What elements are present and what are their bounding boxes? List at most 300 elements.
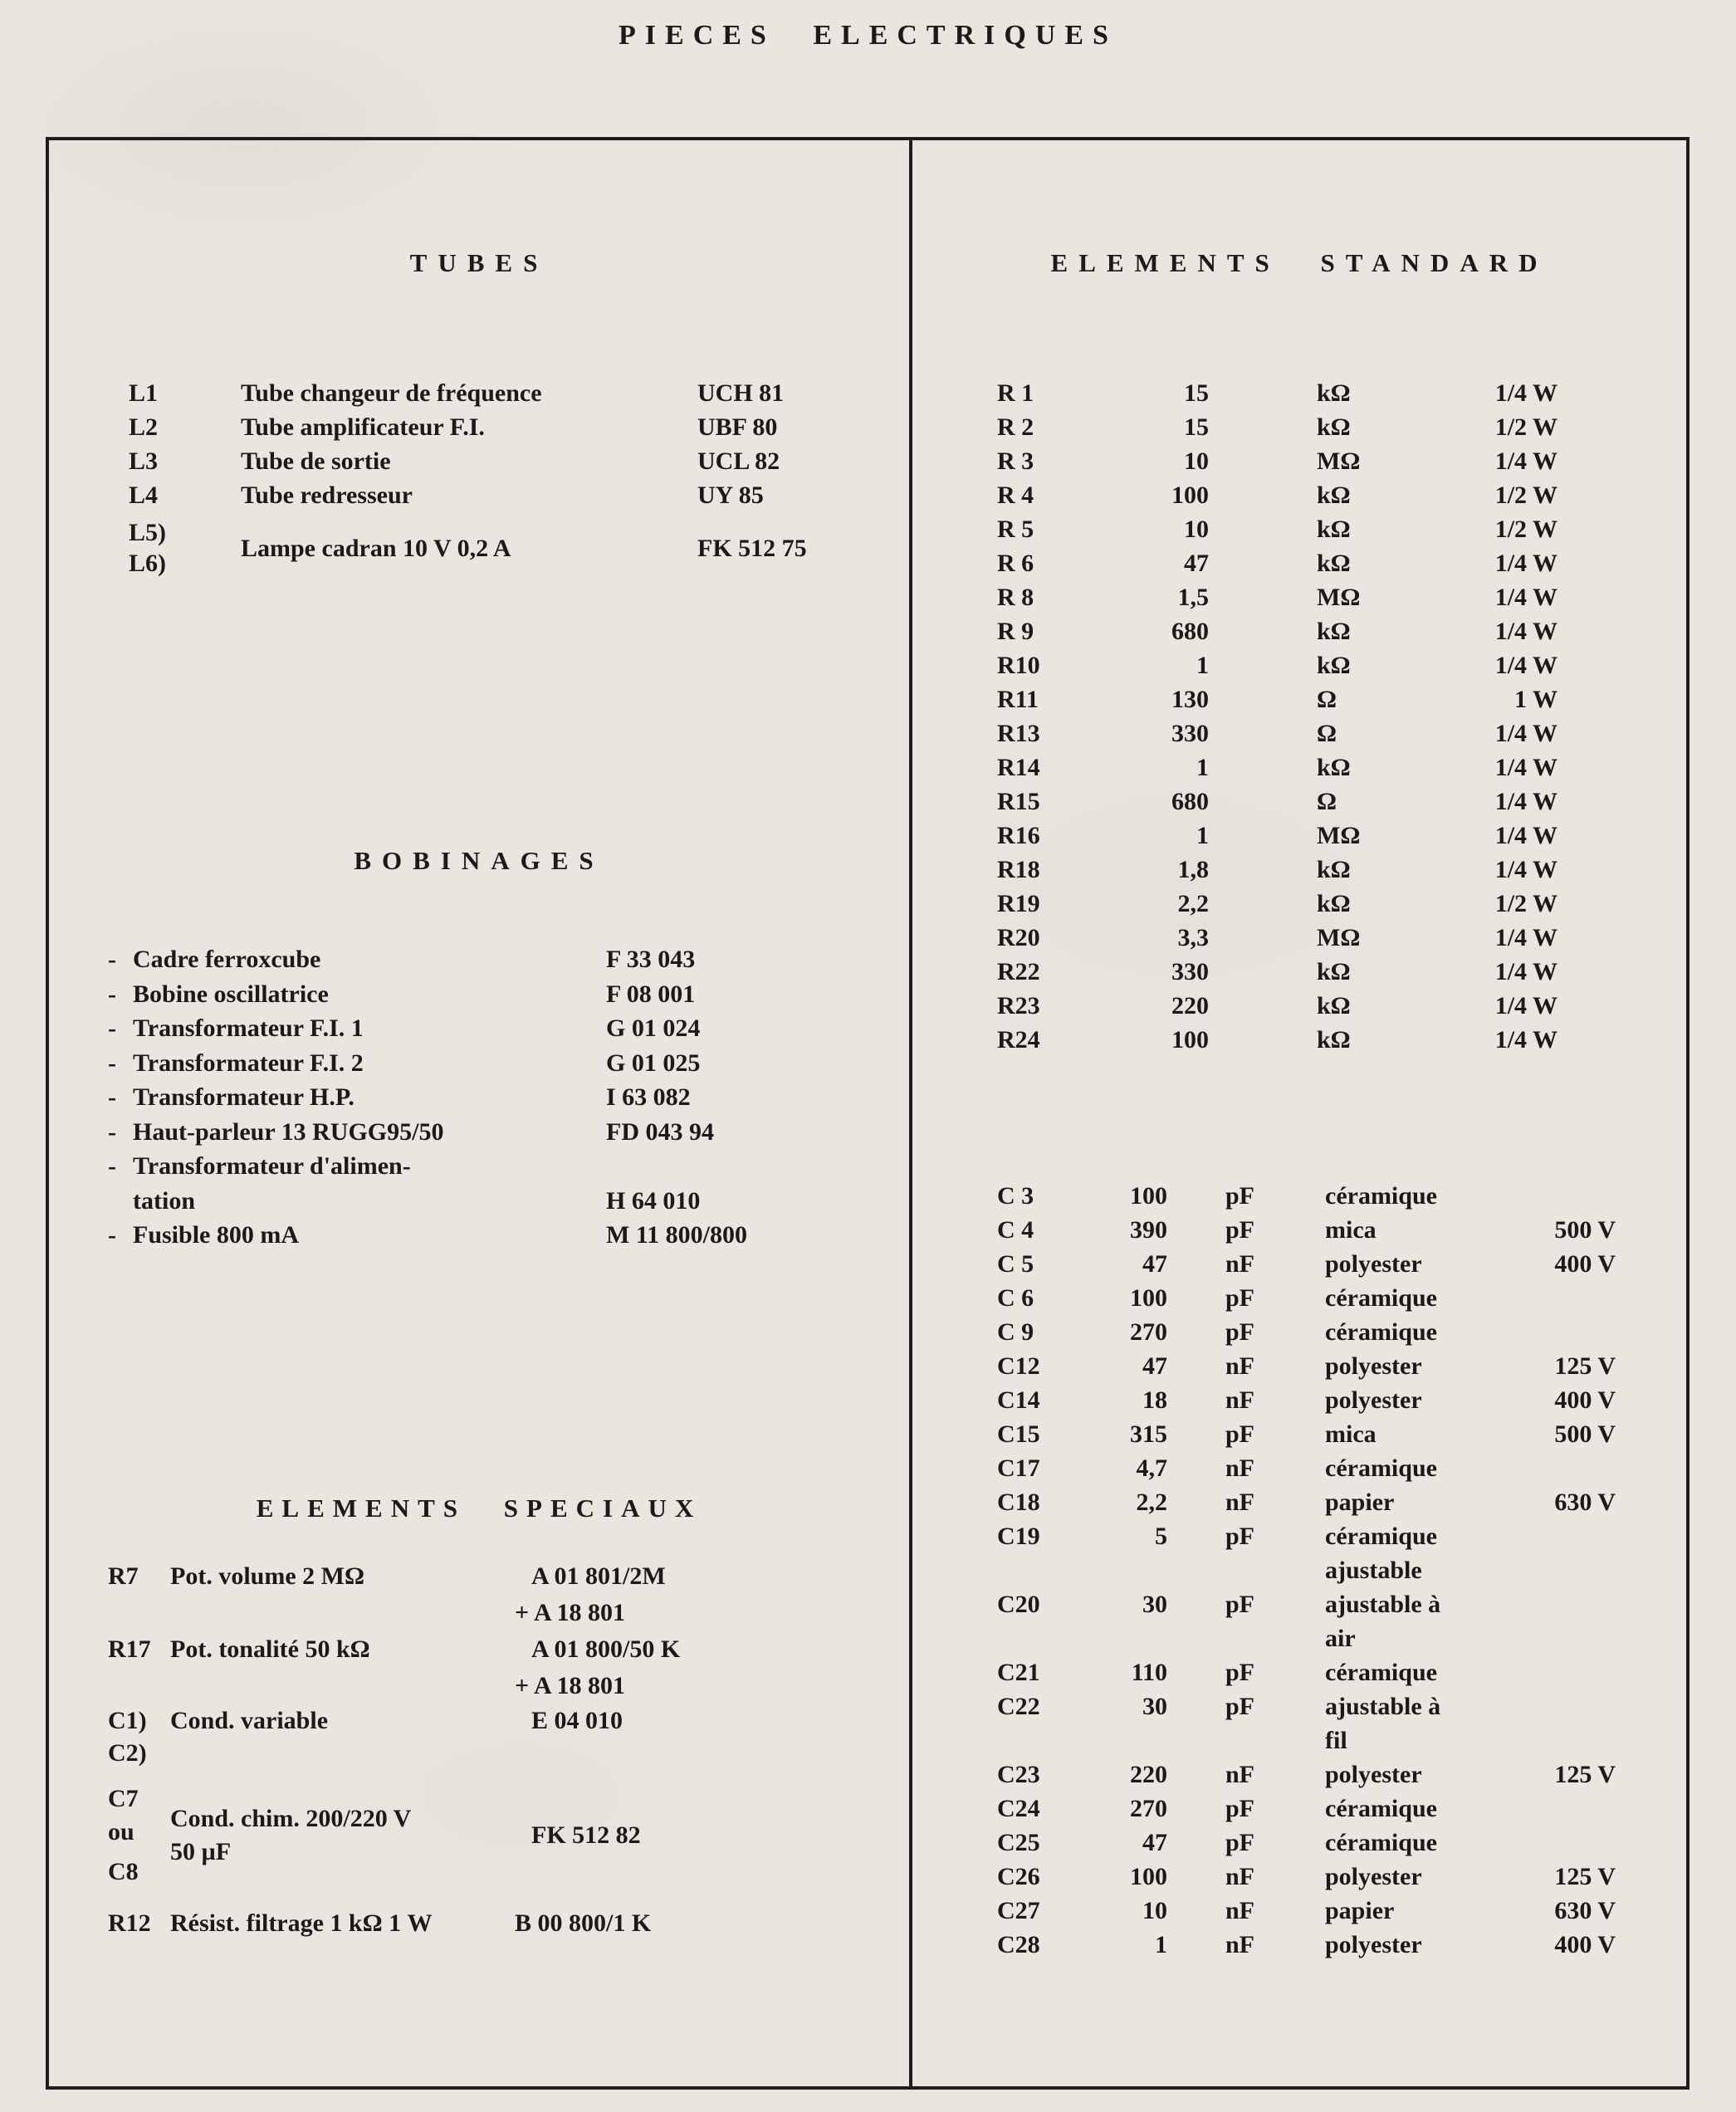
bobinage-reference: G 01 024: [606, 1014, 701, 1042]
dash-bullet: -: [108, 1221, 116, 1249]
capacitor-value: 47: [1142, 1250, 1167, 1278]
bobinage-row: [108, 1011, 909, 1046]
capacitor-type-line1: ajustable à: [1325, 1693, 1441, 1720]
resistor-value: 100: [1171, 1026, 1209, 1054]
capacitor-type-line2: air: [1325, 1625, 1356, 1652]
capacitor-type: [1325, 1247, 1516, 1281]
capacitor-unit: pF: [1225, 1795, 1255, 1822]
capacitor-row: [997, 1792, 1686, 1826]
resistor-value: 220: [1171, 992, 1209, 1019]
capacitor-voltage: 500 V: [1554, 1216, 1616, 1244]
special-reference: [515, 1558, 909, 1631]
resistor-id: R18: [997, 856, 1040, 883]
special-ids: [108, 1782, 170, 1889]
bobinage-reference: F 33 043: [606, 946, 696, 973]
capacitor-id: C 9: [997, 1318, 1034, 1346]
tube-reference: UY 85: [697, 482, 764, 509]
capacitor-row: [997, 1894, 1686, 1928]
capacitor-row: [997, 1826, 1686, 1860]
resistor-unit: kΩ: [1317, 890, 1351, 917]
dash-bullet: -: [108, 1014, 116, 1042]
capacitor-unit: pF: [1225, 1284, 1255, 1312]
capacitor-unit: pF: [1225, 1523, 1255, 1550]
bobinage-name-line1: Transformateur d'alimen-: [133, 1152, 411, 1180]
capacitor-type: [1325, 1826, 1516, 1860]
capacitor-row: [997, 1451, 1686, 1485]
resistor-unit: kΩ: [1317, 754, 1351, 781]
tube-id: L4: [129, 482, 159, 509]
capacitor-voltage: 125 V: [1554, 1352, 1616, 1380]
capacitor-type: [1325, 1928, 1516, 1962]
capacitor-value: 270: [1130, 1318, 1167, 1346]
capacitors-list: [997, 1179, 1686, 1962]
capacitor-row: [997, 1928, 1686, 1962]
bobinage-name-line1: Fusible 800 mA: [133, 1221, 300, 1249]
resistor-wattage: 1/4 W: [1494, 822, 1558, 849]
capacitor-value: 315: [1130, 1420, 1167, 1448]
resistor-row: [997, 887, 1686, 921]
capacitor-voltage: 125 V: [1554, 1761, 1616, 1788]
special-id-c8: C8: [108, 1857, 139, 1885]
resistor-row: [997, 614, 1686, 648]
resistor-id: R23: [997, 992, 1040, 1019]
special-description: [170, 1802, 531, 1869]
resistor-wattage: 1/4 W: [1494, 550, 1558, 577]
capacitor-id: C28: [997, 1931, 1040, 1958]
special-description: Pot. tonalité 50 kΩ: [170, 1635, 370, 1663]
capacitor-type-line1: céramique: [1325, 1795, 1437, 1822]
resistor-unit: kΩ: [1317, 550, 1351, 577]
lamp-id-l6: L6): [129, 550, 166, 577]
special-id-c7: C7: [108, 1784, 139, 1812]
resistor-id: R 2: [997, 413, 1034, 441]
capacitor-type-line1: polyester: [1325, 1931, 1422, 1958]
lamp-description: Lampe cadran 10 V 0,2 A: [241, 534, 511, 562]
capacitor-id: C 3: [997, 1182, 1034, 1210]
capacitor-type-line1: polyester: [1325, 1761, 1422, 1788]
bobinage-reference: F 08 001: [606, 980, 696, 1008]
special-reference-line1: A 01 801/2M: [531, 1562, 666, 1590]
capacitor-id: C20: [997, 1591, 1040, 1618]
capacitor-unit: nF: [1225, 1352, 1255, 1380]
resistor-unit: kΩ: [1317, 652, 1351, 679]
capacitor-id: C24: [997, 1795, 1040, 1822]
resistor-value: 15: [1184, 379, 1209, 407]
capacitor-unit: pF: [1225, 1693, 1255, 1720]
resistor-value: 10: [1184, 447, 1209, 475]
special-reference-line1: A 01 800/50 K: [531, 1635, 681, 1663]
resistor-row: [997, 376, 1686, 410]
resistor-id: R 5: [997, 516, 1034, 543]
special-id: R12: [108, 1909, 151, 1937]
capacitor-value: 5: [1155, 1523, 1167, 1550]
bobinage-name-line1: Cadre ferroxcube: [133, 946, 321, 973]
special-description: Cond. variable: [170, 1706, 329, 1734]
capacitor-id: C25: [997, 1829, 1040, 1856]
resistor-unit: Ω: [1317, 720, 1337, 747]
capacitor-value: 10: [1142, 1897, 1167, 1924]
capacitor-value: 390: [1130, 1216, 1167, 1244]
capacitor-type-line1: céramique: [1325, 1829, 1437, 1856]
capacitor-id: C18: [997, 1489, 1040, 1516]
capacitor-unit: nF: [1225, 1386, 1255, 1414]
bobinage-name: [133, 1080, 606, 1115]
capacitor-unit: pF: [1225, 1182, 1255, 1210]
resistor-unit: MΩ: [1317, 822, 1361, 849]
resistor-value: 15: [1184, 413, 1209, 441]
bobinage-name-line1: Transformateur F.I. 1: [133, 1014, 364, 1042]
resistor-unit: kΩ: [1317, 482, 1351, 509]
capacitor-type-line1: mica: [1325, 1420, 1377, 1448]
capacitor-type: [1325, 1383, 1516, 1417]
dash-bullet: -: [108, 980, 116, 1008]
capacitor-unit: pF: [1225, 1216, 1255, 1244]
special-row-c7-c8: [108, 1782, 909, 1889]
resistor-wattage: 1/4 W: [1494, 992, 1558, 1019]
resistor-id: R22: [997, 958, 1040, 985]
resistor-id: R14: [997, 754, 1040, 781]
right-column: [912, 140, 1686, 2086]
tube-id: L3: [129, 447, 159, 475]
resistor-value: 100: [1171, 482, 1209, 509]
tubes-list: [129, 376, 909, 512]
bobinage-row: [108, 1149, 909, 1218]
special-id: R7: [108, 1562, 139, 1590]
bobinage-reference: G 01 025: [606, 1049, 701, 1077]
tube-description: Tube redresseur: [241, 482, 413, 509]
capacitor-voltage: 400 V: [1554, 1386, 1616, 1414]
capacitor-voltage: 630 V: [1554, 1489, 1616, 1516]
capacitor-row: [997, 1485, 1686, 1519]
capacitor-type: [1325, 1315, 1516, 1349]
resistor-unit: Ω: [1317, 686, 1337, 713]
capacitor-type-line1: polyester: [1325, 1352, 1422, 1380]
resistor-wattage: 1/2 W: [1494, 516, 1558, 543]
resistor-unit: MΩ: [1317, 447, 1361, 475]
resistor-row: [997, 580, 1686, 614]
capacitor-value: 2,2: [1136, 1489, 1167, 1516]
bobinage-name: [133, 1218, 606, 1253]
capacitor-id: C12: [997, 1352, 1040, 1380]
capacitor-row: [997, 1349, 1686, 1383]
capacitor-unit: nF: [1225, 1931, 1255, 1958]
resistor-wattage: 1/4 W: [1494, 788, 1558, 815]
resistor-row: [997, 819, 1686, 853]
special-reference: FK 512 82: [531, 1821, 641, 1849]
resistor-unit: kΩ: [1317, 413, 1351, 441]
capacitor-id: C27: [997, 1897, 1040, 1924]
bobinage-row: [108, 1218, 909, 1253]
tube-row: [129, 410, 909, 444]
capacitor-row: [997, 1587, 1686, 1655]
resistor-wattage: 1/4 W: [1494, 924, 1558, 951]
resistor-row: [997, 750, 1686, 785]
dash-bullet: -: [108, 1083, 116, 1111]
resistor-unit: kΩ: [1317, 856, 1351, 883]
bobinage-name: [133, 1011, 606, 1046]
capacitor-row: [997, 1383, 1686, 1417]
page-title: PIECES ELECTRIQUES: [619, 20, 1117, 51]
capacitor-type-line1: céramique: [1325, 1182, 1437, 1210]
capacitor-type-line1: mica: [1325, 1216, 1377, 1244]
capacitor-type-line2: fil: [1325, 1727, 1347, 1754]
resistor-value: 2,2: [1177, 890, 1209, 917]
resistor-unit: kΩ: [1317, 516, 1351, 543]
tube-id: L2: [129, 413, 159, 441]
resistor-id: R 6: [997, 550, 1034, 577]
capacitor-id: C22: [997, 1693, 1040, 1720]
capacitor-value: 30: [1142, 1693, 1167, 1720]
capacitor-type-line1: papier: [1325, 1897, 1395, 1924]
resistors-list: [997, 376, 1686, 1057]
capacitor-value: 220: [1130, 1761, 1167, 1788]
resistor-row: [997, 785, 1686, 819]
bobinage-name-line2: tation: [133, 1186, 195, 1215]
dash-bullet: -: [108, 1117, 116, 1146]
bobinage-reference: I 63 082: [606, 1083, 691, 1111]
capacitor-type-line1: céramique: [1325, 1318, 1437, 1346]
resistor-wattage: 1/4 W: [1494, 720, 1558, 747]
special-reference-line2: + A 18 801: [515, 1671, 625, 1699]
bobinages-heading: BOBINAGES: [354, 846, 604, 875]
capacitor-voltage: 630 V: [1554, 1897, 1616, 1924]
capacitor-type-line1: céramique: [1325, 1284, 1437, 1312]
resistor-id: R 9: [997, 618, 1034, 645]
elements-standard-heading: ELEMENTS STANDARD: [1050, 248, 1548, 277]
lamp-reference: FK 512 75: [697, 534, 807, 562]
tube-description: Tube amplificateur F.I.: [241, 413, 485, 441]
resistor-wattage: 1/4 W: [1494, 584, 1558, 611]
resistor-unit: Ω: [1317, 788, 1337, 815]
capacitor-row: [997, 1213, 1686, 1247]
bobinage-name: [133, 1046, 606, 1081]
special-reference: [515, 1631, 909, 1704]
capacitor-type: [1325, 1417, 1516, 1451]
resistor-id: R19: [997, 890, 1040, 917]
tube-id: L1: [129, 379, 159, 407]
resistor-value: 3,3: [1177, 924, 1209, 951]
bobinage-name-line1: Bobine oscillatrice: [133, 980, 329, 1008]
resistor-id: R15: [997, 788, 1040, 815]
capacitor-voltage: 400 V: [1554, 1250, 1616, 1278]
resistor-row: [997, 648, 1686, 682]
resistor-value: 680: [1171, 788, 1209, 815]
bobinages-list: [108, 942, 909, 1253]
special-row-r7: [108, 1558, 909, 1631]
resistor-unit: kΩ: [1317, 958, 1351, 985]
speciaux-list: [108, 1558, 909, 1942]
capacitor-value: 100: [1130, 1284, 1167, 1312]
capacitor-type: [1325, 1860, 1516, 1894]
resistor-wattage: 1/4 W: [1494, 379, 1558, 407]
special-id: R17: [108, 1635, 151, 1663]
resistor-wattage: 1/4 W: [1494, 447, 1558, 475]
resistor-value: 1,5: [1177, 584, 1209, 611]
lamp-id-l5: L5): [129, 519, 166, 546]
resistor-row: [997, 853, 1686, 887]
tube-row: [129, 444, 909, 478]
capacitor-type: [1325, 1179, 1516, 1213]
resistor-unit: kΩ: [1317, 379, 1351, 407]
resistor-row: [997, 478, 1686, 512]
resistor-unit: kΩ: [1317, 618, 1351, 645]
capacitor-type: [1325, 1213, 1516, 1247]
capacitor-id: C14: [997, 1386, 1040, 1414]
resistor-value: 330: [1171, 958, 1209, 985]
capacitor-type-line1: céramique: [1325, 1659, 1437, 1686]
special-description-line1: Cond. chim. 200/220 V: [170, 1804, 412, 1832]
special-description: Résist. filtrage 1 kΩ 1 W: [170, 1909, 433, 1937]
resistor-id: R11: [997, 686, 1039, 713]
tube-description: Tube changeur de fréquence: [241, 379, 542, 407]
resistor-value: 1,8: [1177, 856, 1209, 883]
special-description-line2: 50 µF: [170, 1837, 232, 1865]
capacitor-value: 100: [1130, 1182, 1167, 1210]
capacitor-unit: nF: [1225, 1489, 1255, 1516]
bobinage-reference: FD 043 94: [606, 1117, 714, 1146]
tube-row: [129, 478, 909, 512]
capacitor-voltage: 400 V: [1554, 1931, 1616, 1958]
resistor-row: [997, 444, 1686, 478]
resistor-wattage: 1/4 W: [1494, 618, 1558, 645]
bobinage-row: [108, 1080, 909, 1115]
capacitor-row: [997, 1519, 1686, 1587]
elements-speciaux-heading: ELEMENTS SPECIAUX: [256, 1493, 702, 1523]
capacitor-type: [1325, 1689, 1516, 1758]
bobinage-name: [133, 1115, 606, 1150]
capacitor-type-line1: polyester: [1325, 1863, 1422, 1890]
resistor-unit: MΩ: [1317, 584, 1361, 611]
special-reference-line2: + A 18 801: [515, 1598, 625, 1626]
capacitor-unit: pF: [1225, 1659, 1255, 1686]
capacitor-row: [997, 1758, 1686, 1792]
resistor-wattage: 1/4 W: [1494, 856, 1558, 883]
resistor-unit: MΩ: [1317, 924, 1361, 951]
resistor-wattage: 1/4 W: [1494, 754, 1558, 781]
bobinage-name: [133, 977, 606, 1012]
dash-bullet: -: [108, 1049, 116, 1077]
resistor-row: [997, 410, 1686, 444]
resistor-row: [997, 1023, 1686, 1057]
capacitor-value: 4,7: [1136, 1454, 1167, 1482]
resistor-id: R13: [997, 720, 1040, 747]
lamp-row: [129, 517, 909, 579]
capacitor-unit: pF: [1225, 1420, 1255, 1448]
capacitor-type-line1: polyester: [1325, 1250, 1422, 1278]
capacitor-unit: pF: [1225, 1318, 1255, 1346]
capacitor-id: C 4: [997, 1216, 1034, 1244]
capacitor-id: C 6: [997, 1284, 1034, 1312]
dash-bullet: -: [108, 946, 116, 973]
capacitor-id: C26: [997, 1863, 1040, 1890]
resistor-wattage: 1/4 W: [1494, 1026, 1558, 1054]
capacitor-unit: pF: [1225, 1829, 1255, 1856]
resistor-wattage: 1/2 W: [1494, 482, 1558, 509]
tube-reference: UCL 82: [697, 447, 780, 475]
special-reference: E 04 010: [531, 1706, 623, 1734]
resistor-value: 1: [1196, 822, 1209, 849]
parts-table-frame: [46, 137, 1690, 2090]
capacitor-type-line1: ajustable à: [1325, 1591, 1441, 1618]
resistor-row: [997, 682, 1686, 716]
special-row-c1-c2: [108, 1704, 909, 1769]
capacitor-id: C17: [997, 1454, 1040, 1482]
resistor-id: R24: [997, 1026, 1040, 1054]
left-column: [49, 140, 912, 2086]
bobinage-name: [133, 1149, 606, 1218]
capacitor-type: [1325, 1587, 1516, 1655]
resistor-wattage: 1/2 W: [1494, 890, 1558, 917]
resistor-id: R 3: [997, 447, 1034, 475]
capacitor-unit: nF: [1225, 1454, 1255, 1482]
tube-reference: UBF 80: [697, 413, 778, 441]
resistor-wattage: 1 W: [1514, 686, 1558, 713]
capacitor-unit: nF: [1225, 1897, 1255, 1924]
capacitor-id: C19: [997, 1523, 1040, 1550]
resistor-id: R16: [997, 822, 1040, 849]
capacitor-type-line1: papier: [1325, 1489, 1395, 1516]
resistor-unit: kΩ: [1317, 1026, 1351, 1054]
resistor-id: R 4: [997, 482, 1034, 509]
capacitor-value: 1: [1155, 1931, 1167, 1958]
capacitor-unit: nF: [1225, 1863, 1255, 1890]
capacitor-row: [997, 1281, 1686, 1315]
capacitor-type-line2: ajustable: [1325, 1557, 1422, 1584]
capacitor-type: [1325, 1485, 1516, 1519]
capacitor-unit: nF: [1225, 1761, 1255, 1788]
special-row-r17: [108, 1631, 909, 1704]
bobinage-row: [108, 1046, 909, 1081]
resistor-row: [997, 512, 1686, 546]
special-row-r12: [108, 1905, 909, 1942]
resistor-wattage: 1/4 W: [1494, 652, 1558, 679]
bobinage-row: [108, 977, 909, 1012]
capacitor-type-line1: céramique: [1325, 1523, 1437, 1550]
capacitor-unit: nF: [1225, 1250, 1255, 1278]
resistor-row: [997, 546, 1686, 580]
resistor-value: 1: [1196, 652, 1209, 679]
capacitor-type: [1325, 1451, 1516, 1485]
capacitor-value: 47: [1142, 1352, 1167, 1380]
bobinage-name-line1: Transformateur H.P.: [133, 1083, 355, 1111]
resistor-value: 47: [1184, 550, 1209, 577]
capacitor-voltage: 500 V: [1554, 1420, 1616, 1448]
capacitor-type: [1325, 1349, 1516, 1383]
bobinage-reference: M 11 800/800: [606, 1221, 747, 1249]
resistor-value: 330: [1171, 720, 1209, 747]
resistor-row: [997, 921, 1686, 955]
capacitor-type: [1325, 1894, 1516, 1928]
capacitor-value: 270: [1130, 1795, 1167, 1822]
dash-bullet: -: [108, 1152, 116, 1180]
capacitor-value: 30: [1142, 1591, 1167, 1618]
resistor-row: [997, 989, 1686, 1023]
tubes-heading: TUBES: [409, 248, 549, 277]
resistor-wattage: 1/4 W: [1494, 958, 1558, 985]
capacitor-row: [997, 1689, 1686, 1758]
capacitor-row: [997, 1247, 1686, 1281]
special-id-c1: C1): [108, 1706, 147, 1734]
capacitor-type: [1325, 1281, 1516, 1315]
resistor-value: 130: [1171, 686, 1209, 713]
special-id-c2: C2): [108, 1738, 147, 1767]
capacitor-type: [1325, 1655, 1516, 1689]
resistor-id: R20: [997, 924, 1040, 951]
capacitor-id: C15: [997, 1420, 1040, 1448]
resistor-row: [997, 955, 1686, 989]
bobinage-row: [108, 942, 909, 977]
capacitor-id: C21: [997, 1659, 1040, 1686]
